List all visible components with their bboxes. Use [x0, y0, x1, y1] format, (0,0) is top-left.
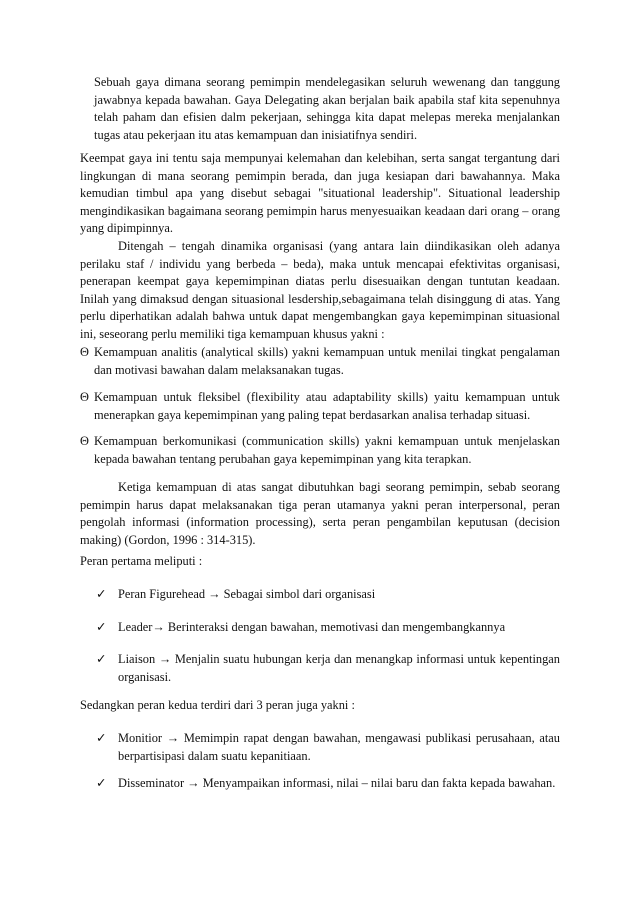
checkmark-icon: ✓: [96, 587, 107, 601]
first-role-item: Leader→ Berinteraksi dengan bawahan, memotivasi dan mengembangkannya: [118, 620, 506, 634]
checkmark-icon: ✓: [96, 620, 107, 634]
paragraph-three-abilities: Ketiga kemampuan di atas sangat dibutuhkan bagi seorang pemimpin, sebab seorang pemimpin harus dapat melaksanakan tiga peran utamanya yakni peran interpersonal, peran pengolah informasi (information processing), serta peran pengambilan keputusan (decision making) (Gordon, 1996 : 314-315).: [80, 480, 560, 547]
first-role-item: Liaison → Menjalin suatu hubungan kerja dan menangkap informasi untuk kepentingan organisasi.: [118, 652, 560, 684]
checkmark-icon: ✓: [96, 731, 107, 745]
checkmark-icon: ✓: [96, 776, 107, 790]
theta-bullet-icon: Θ: [80, 434, 89, 448]
theta-bullet-icon: Θ: [80, 390, 89, 404]
paragraph-four-styles: Keempat gaya ini tentu saja mempunyai kelemahan dan kelebihan, serta sangat tergantung dari lingkungan di mana seorang pemimpin berada, dan juga kesiapan dari bawahannya. Maka kemudian timbul apa yang disebut sebagai "situational leadership". Situational leadership mengindikasikan bagaimana seorang pemimpin harus menyesuaikan keadaan dari orang – orang yang dipimpinnya.: [80, 151, 560, 236]
paragraph-dynamics: Ditengah – tengah dinamika organisasi (yang antara lain diindikasikan oleh adanya perilaku staf / individu yang berbeda – beda), maka untuk mencapai efektivitas organisasi, penerapan keempat gaya kepemimpinan diatas perlu disesuaikan dengan tuntutan keadaan. Inilah yang dimaksud dengan situasional lesdership,sebagaimana telah disinggung di atas. Yang perlu diperhatikan adalah bahwa untuk dapat mengembangkan gaya kepemimpinan situasional ini, seseorang perlu memiliki tiga kemampuan khusus yakni :: [80, 239, 560, 341]
first-role-item: Peran Figurehead → Sebagai simbol dari organisasi: [118, 587, 376, 601]
second-role-item: Monitior → Memimpin rapat dengan bawahan, mengawasi publikasi perusahaan, atau berpartisipasi dalam suatu kepanitiaan.: [118, 731, 560, 763]
second-role-item: Disseminator → Menyampaikan informasi, nilai – nilai baru dan fakta kepada bawahan.: [118, 776, 556, 790]
ability-item: Kemampuan untuk fleksibel (flexibility atau adaptability skills) yaitu kemampuan untuk menerapkan gaya kepemimpinan yang paling tepat berdasarkan analisa terhadap situasi.: [94, 390, 560, 422]
checkmark-icon: ✓: [96, 652, 107, 666]
ability-item: Kemampuan berkomunikasi (communication skills) yakni kemampuan untuk menjelaskan kepada bawahan tentang perubahan gaya kepemimpinan yang kita terapkan.: [94, 434, 560, 466]
theta-bullet-icon: Θ: [80, 345, 89, 359]
ability-item: Kemampuan analitis (analytical skills) yakni kemampuan untuk menilai tingkat pengalaman dan motivasi bawahan dalam melaksanakan tugas.: [94, 345, 560, 377]
second-role-intro: Sedangkan peran kedua terdiri dari 3 peran juga yakni :: [80, 698, 355, 712]
paragraph-delegating: Sebuah gaya dimana seorang pemimpin mendelegasikan seluruh wewenang dan tanggung jawabnya kepada bawahan. Gaya Delegating akan berjalan baik apabila staf kita sepenuhnya telah paham dan efisien dalm pekerjaan, sehingga kita dapat melepas mereka menjalankan tugas atau pekerjaan itu atas kemampuan dan inisiatifnya sendiri.: [94, 75, 560, 142]
first-role-intro: Peran pertama meliputi :: [80, 554, 203, 568]
